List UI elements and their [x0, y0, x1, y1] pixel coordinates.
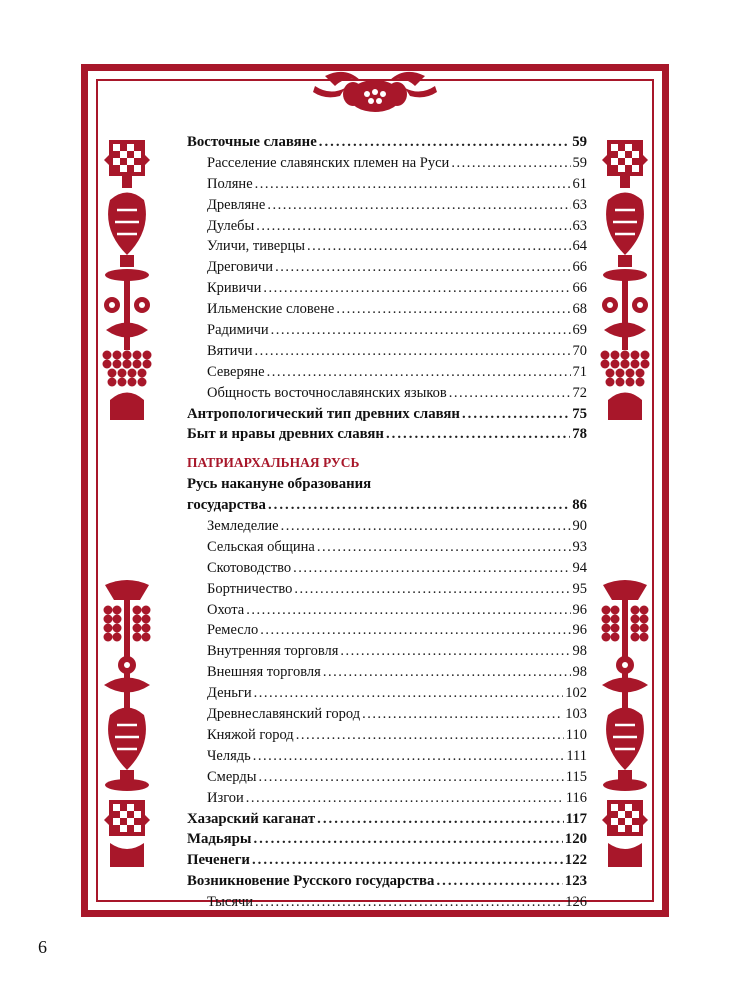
toc-entry-title: Антропологический тип древних славян [187, 405, 460, 422]
toc-entry-page: 110 [565, 726, 587, 743]
toc-entry-page: 116 [565, 789, 587, 806]
toc-entry-page: 69 [572, 322, 587, 339]
toc-entry[interactable] [187, 424, 587, 445]
toc-leader-dots [263, 278, 570, 299]
toc-leader-dots [254, 683, 564, 704]
toc-entry[interactable] [187, 537, 587, 558]
toc-leader-dots [296, 725, 564, 746]
toc-leader-dots [275, 257, 570, 278]
toc-entry[interactable] [187, 516, 587, 537]
toc-entry[interactable] [187, 620, 587, 641]
toc-entry[interactable] [187, 746, 587, 767]
toc-leader-dots [436, 871, 562, 892]
toc-entry[interactable] [187, 579, 587, 600]
toc-entry-page: 66 [572, 280, 587, 297]
toc-entry-title: Ильменские словене [207, 301, 335, 318]
toc-entry[interactable] [187, 641, 587, 662]
toc-entry-page: 117 [565, 810, 587, 827]
toc-entry-page: 122 [564, 852, 587, 869]
toc-entry-title: Охота [207, 601, 245, 618]
toc-entry[interactable] [187, 174, 587, 195]
toc-entry[interactable] [187, 809, 587, 830]
toc-leader-dots [253, 746, 565, 767]
toc-entry-title: Радимичи [207, 322, 269, 339]
toc-leader-dots [451, 153, 570, 174]
toc-entry-title: Бортничество [207, 580, 293, 597]
toc-leader-dots [319, 132, 570, 153]
toc-entry[interactable] [187, 132, 587, 153]
toc-entry-page: 71 [572, 363, 587, 380]
toc-entry-page: 63 [572, 217, 587, 234]
toc-entry[interactable] [187, 788, 587, 809]
toc-entry-page: 72 [572, 384, 587, 401]
toc-entry-page: 64 [572, 238, 587, 255]
toc-entry-title: Северяне [207, 363, 265, 380]
left-upper-ornament-icon [100, 130, 154, 430]
toc-entry-title: Хазарский каганат [187, 810, 316, 827]
toc-entry-page: 96 [572, 622, 587, 639]
toc-leader-dots [253, 829, 562, 850]
toc-entry-title: Кривичи [207, 280, 262, 297]
toc-entry-page: 95 [572, 580, 587, 597]
toc-entry[interactable] [187, 600, 587, 621]
toc-entry[interactable] [187, 871, 587, 892]
toc-entry[interactable] [187, 195, 587, 216]
toc-leader-dots [362, 704, 563, 725]
toc-leader-dots [256, 216, 570, 237]
toc-entry-title: Поляне [207, 175, 253, 192]
toc-leader-dots [307, 236, 571, 257]
toc-entry-title: Быт и нравы древних славян [187, 426, 384, 443]
toc-entry[interactable] [187, 495, 587, 516]
toc-leader-dots [268, 495, 570, 516]
toc-entry-page: 103 [565, 706, 587, 723]
toc-entry-page: 98 [572, 664, 587, 681]
toc-entry-title: Изгои [207, 789, 244, 806]
toc-entry-page: 59 [572, 154, 587, 171]
toc-entry[interactable] [187, 662, 587, 683]
toc-entry[interactable] [187, 257, 587, 278]
section-title: ПАТРИАРХАЛЬНАЯ РУСЬ [187, 455, 360, 471]
toc-leader-dots [294, 579, 570, 600]
toc-entry[interactable] [187, 341, 587, 362]
toc-entry[interactable] [187, 299, 587, 320]
toc-leader-dots [317, 537, 571, 558]
toc-entry-page: 70 [572, 342, 587, 359]
toc-entry-title: Вятичи [207, 342, 253, 359]
toc-entry-title: Скотоводство [207, 559, 292, 576]
toc-entry-title: Внешняя торговля [207, 664, 321, 681]
toc-entry-title: Сельская община [207, 538, 315, 555]
toc-leader-dots [293, 558, 570, 579]
toc-entry-title: Возникновение Русского государства [187, 873, 435, 890]
toc-leader-dots [317, 809, 563, 830]
toc-entry-title: Земледелие [207, 518, 279, 535]
top-ornament-icon [305, 66, 445, 118]
toc-entry-title: Внутренняя торговля [207, 643, 339, 660]
toc-entry-page: 96 [572, 601, 587, 618]
toc-entry[interactable] [187, 153, 587, 174]
right-upper-ornament-icon [598, 130, 652, 430]
toc-entry[interactable] [187, 404, 587, 425]
toc-entry-title: Расселение славянских племен на Руси [207, 154, 450, 171]
toc-entry-page: 68 [572, 301, 587, 318]
toc-entry-page: 86 [572, 497, 587, 514]
toc-leader-dots [258, 767, 563, 788]
toc-leader-dots [386, 424, 570, 445]
toc-leader-dots [271, 320, 571, 341]
right-lower-ornament-icon [598, 575, 652, 875]
toc-entry[interactable] [187, 829, 587, 850]
toc-entry-title: государства [187, 497, 266, 514]
toc-leader-dots [336, 299, 570, 320]
toc-entry[interactable] [187, 725, 587, 746]
toc-leader-dots [255, 892, 563, 913]
toc-entry-page: 66 [572, 259, 587, 276]
toc-leader-dots [340, 641, 570, 662]
toc-entry-page: 111 [566, 747, 587, 764]
toc-leader-dots [267, 362, 571, 383]
toc-entry-page: 94 [572, 559, 587, 576]
toc-leader-dots [252, 850, 563, 871]
toc-entry[interactable] [187, 892, 587, 913]
toc-entry-page: 126 [565, 894, 587, 911]
toc-leader-dots [281, 516, 571, 537]
toc-entry-title: Княжой город [207, 726, 294, 743]
toc-entry-page: 90 [572, 518, 587, 535]
toc-entry[interactable] [187, 383, 587, 404]
toc-entry[interactable] [187, 278, 587, 299]
toc-part-2 [187, 495, 587, 913]
toc-entry-title: Ремесло [207, 622, 259, 639]
toc-leader-dots [462, 404, 570, 425]
toc-entry-title: Общность восточнославянских языков [207, 384, 447, 401]
toc-entry[interactable] [187, 558, 587, 579]
toc-entry[interactable] [187, 683, 587, 704]
toc-entry-title: Уличи, тиверцы [207, 238, 305, 255]
toc-entry-title: Тысячи [207, 894, 254, 911]
toc-leader-dots [246, 788, 564, 809]
toc-entry-title: Восточные славяне [187, 134, 317, 150]
toc-leader-dots [449, 383, 571, 404]
toc-entry-title: Мадьяры [187, 831, 252, 848]
toc-part-1 [187, 132, 587, 445]
toc-entry-title: Печенеги [187, 852, 250, 869]
toc-entry[interactable] [187, 236, 587, 257]
toc-entry[interactable] [187, 704, 587, 725]
toc-entry[interactable] [187, 362, 587, 383]
toc-leader-dots [255, 174, 571, 195]
toc-entry-title: Дреговичи [207, 259, 274, 276]
chapter-title-line1[interactable]: Русь накануне образования [187, 476, 372, 493]
toc-entry-page: 115 [565, 768, 587, 785]
toc-entry-title: Деньги [207, 685, 252, 702]
toc-entry-page: 78 [572, 426, 587, 443]
toc-entry-title: Челядь [207, 747, 251, 764]
toc-entry-page: 59 [572, 134, 587, 150]
page-number: 6 [38, 937, 47, 957]
toc-entry-page: 61 [572, 175, 587, 192]
toc-leader-dots [255, 341, 571, 362]
toc-entry-page: 98 [572, 643, 587, 660]
toc-leader-dots [260, 620, 570, 641]
toc-leader-dots [267, 195, 570, 216]
toc-entry-title: Смерды [207, 768, 257, 785]
toc-entry-title: Древнеславянский город [207, 706, 361, 723]
toc-entry-page: 120 [564, 831, 587, 848]
left-lower-ornament-icon [100, 575, 154, 875]
toc-entry-page: 102 [565, 685, 587, 702]
toc-entry[interactable] [187, 320, 587, 341]
toc-entry-page: 123 [564, 873, 587, 890]
toc-entry-title: Древляне [207, 196, 266, 213]
table-of-contents [187, 132, 587, 913]
toc-leader-dots [323, 662, 571, 683]
toc-entry[interactable] [187, 767, 587, 788]
toc-entry[interactable] [187, 850, 587, 871]
toc-entry-title: Дулебы [207, 217, 255, 234]
toc-leader-dots [246, 600, 570, 621]
toc-entry-page: 75 [572, 405, 587, 422]
toc-entry-page: 63 [572, 196, 587, 213]
toc-entry-page: 93 [572, 538, 587, 555]
toc-entry[interactable] [187, 216, 587, 237]
